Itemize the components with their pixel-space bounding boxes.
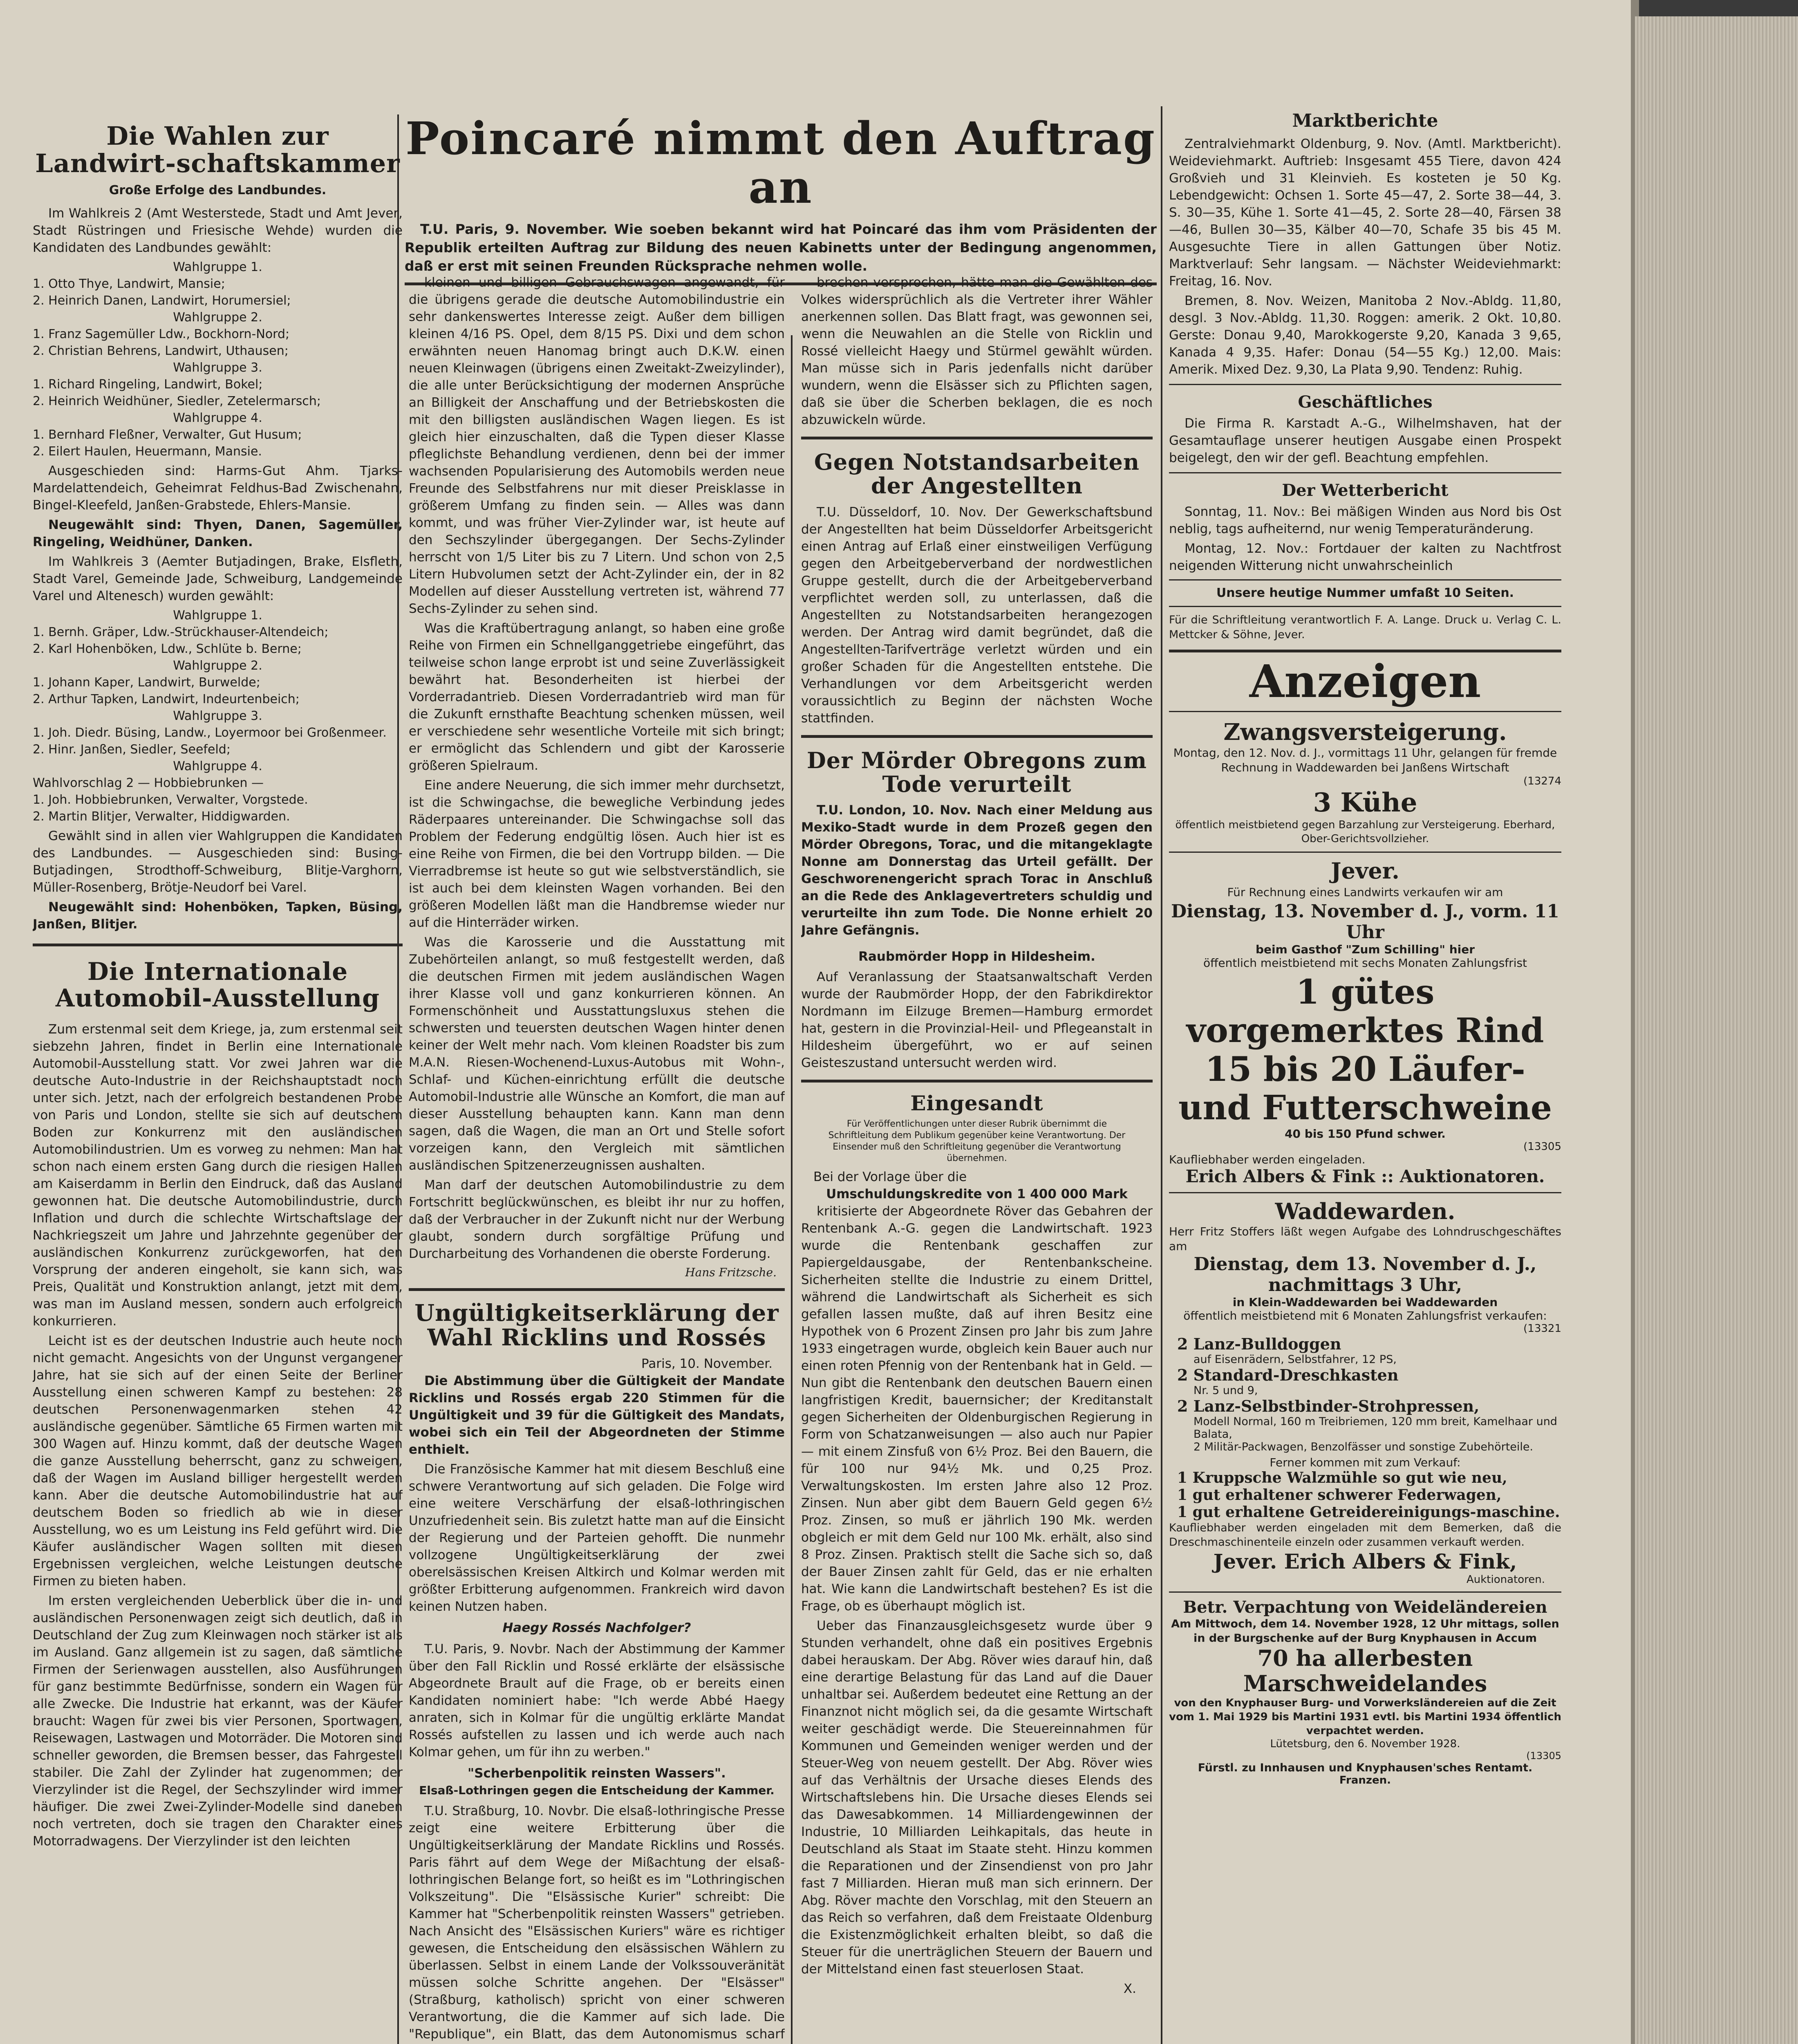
paragraph: Zentralviehmarkt Oldenburg, 9. Nov. (Amtl. Marktbericht). Weideviehmarkt. Auftrieb: Insgesamt 455 Tiere, davon 424 Großvieh und 31 Kleinvieh. Es kosteten je 50 Kg. Lebendgewicht: Ochsen 1. Sorte 45—47, 2. Sorte 38—44, 3. S. 30—35, Kühe 1. Sorte 41—45, 2. Sorte 28—40, Färsen 38—46, Bullen 30—35, Kälber 40—70, Schafe 35 bis 45 M. Ausgesuchte Tiere in allen Gattungen über Notiz. Marktverlauf: Sehr langsam. — Nächster Weideviehmarkt: Freitag, 16. Nov. bbox=[1169, 137, 1561, 289]
subheadline: Große Erfolge des Landbundes. bbox=[109, 183, 327, 197]
paragraph: T.U. Düsseldorf, 10. Nov. Der Gewerkschaftsbund der Angestellten hat beim Düsseldorfer Arbeitsgericht einen Antrag auf Erlaß einer einstweiligen Verfügung gegen den Arbeitgeberverband der nordwestlichen Gruppe gestellt, durch die der Arbeitgeberverband verpflichtet werden soll, zu unterlassen, daß die Angestellten zu Notstandsarbeiten herangezogen werden. Der Antrag wird damit begründet, daß die Angestellten-Tarifverträge verletzt würden und ein großer Schaden für die Angestellten entstehe. Die Verhandlungen vor dem Arbeitsgericht werden voraussichtlich zu Beginn der nächsten Woche stattfinden. bbox=[801, 504, 1153, 726]
section-divider bbox=[409, 1288, 785, 1291]
ad-title: Zwangsversteigerung. bbox=[1223, 719, 1507, 746]
article-body bbox=[801, 504, 1153, 727]
wahlgruppe-title: Wahlgruppe 4. bbox=[173, 759, 262, 773]
list-item: 2. Arthur Tapken, Landwirt, Indeurtenbeich; bbox=[33, 692, 300, 706]
impressum: Für die Schriftleitung verantwortlich F. A. Lange. Druck u. Verlag C. L. Mettcker & Söhne, Jever. bbox=[1169, 614, 1561, 641]
ad-item-large: 15 bis 20 Läufer- bbox=[1205, 1049, 1525, 1089]
ad-firm: Jever. Erich Albers & Fink, bbox=[1213, 1549, 1517, 1574]
column-3 bbox=[801, 274, 1153, 1997]
issue-length-note: Unsere heutige Nummer umfaßt 10 Seiten. bbox=[1216, 586, 1514, 600]
ad-text: Montag, den 12. Nov. d. J., vormittags 11 Uhr, gelangen für fremde Rechnung in Waddewarden bei Janßens Wirtschaft bbox=[1173, 746, 1557, 774]
article-body bbox=[801, 1168, 1153, 1997]
subheadline: "Scherbenpolitik reinsten Wassers". bbox=[468, 1766, 726, 1781]
list-item: 1. Joh. Hobbiebrunken, Verwalter, Vorgstede. bbox=[33, 792, 308, 807]
paragraph: Die Firma R. Karstadt A.-G., Wilhelmshaven, hat der Gesamtauflage unserer heutigen Ausgabe einen Prospekt beigelegt, den wir der gefl. Beachtung empfehlen. bbox=[1169, 416, 1561, 465]
paragraph: Im ersten vergleichenden Ueberblick über die in- und ausländischen Personenwagen zeigt sich deutlich, daß in Deutschland der Zug zum Kleinwagen noch stärker ist als im Ausland. Ganz allgemein ist zu sagen, daß sämtliche Firmen der Serienwagen ausstellen, also Ausführungen für ganz bestimmte Bedürfnisse, sondern ein Wagen für alle Zwecke. Die Industrie hat erkannt, was der Käufer braucht: Wagen für zwei bis vier Personen, Sportwagen, Reisewagen, Lastwagen und Motorräder. Die Motoren sind schneller geworden, die Bremsen besser, das Fahrgestell stabiler. Die Zahl der Zylinder hat zugenommen; der Vierzylinder ist die Regel, der Sechszylinder wird immer häufiger. Die zwei Zwei-Zylinder-Modelle sind daneben noch vertreten, doch sie tragen den Charakter eines Motorradwagens. Der Vierzylinder ist den leichten bbox=[33, 1593, 403, 1849]
list-item: 2. Heinrich Weidhüner, Siedler, Zetelermarsch; bbox=[33, 394, 321, 408]
ad-title: Betr. Verpachtung von Weideländereien bbox=[1183, 1598, 1547, 1617]
ad-signature: Franzen. bbox=[1339, 1774, 1391, 1787]
paragraph: Neugewählt sind: Hohenböken, Tapken, Büsing, Janßen, Blitjer. bbox=[33, 899, 403, 932]
paragraph: Neugewählt sind: Thyen, Danen, Sagemüller, Ringeling, Weidhüner, Danken. bbox=[33, 517, 403, 549]
ad-item-large: 70 ha allerbesten Marschweidelandes bbox=[1243, 1645, 1487, 1697]
section-title-wetter: Der Wetterbericht bbox=[1282, 481, 1449, 500]
headline-eingesandt: Eingesandt bbox=[910, 1091, 1043, 1116]
column-rule bbox=[1161, 106, 1162, 2044]
anzeigen-heading: Anzeigen bbox=[1249, 655, 1481, 708]
section-title-markt: Marktberichte bbox=[1292, 110, 1438, 131]
list-item: 1. Franz Sagemüller Ldw., Bockhorn-Nord; bbox=[33, 327, 290, 341]
section-divider bbox=[1169, 1192, 1561, 1193]
ad-location: in Klein-Waddewarden bei Waddewarden bbox=[1232, 1295, 1498, 1309]
ad-item-detail: 2 Militär-Packwagen, Benzolfässer und sonstige Zubehörteile. bbox=[1193, 1441, 1534, 1454]
ad-text: Kaufliebhaber werden eingeladen mit dem Bemerken, daß die Dreschmaschinenteile einzeln oder zusammen verkauft werden. bbox=[1169, 1522, 1561, 1549]
column-rule bbox=[791, 335, 793, 2044]
list-item: 1. Bernh. Gräper, Ldw.-Strückhauser-Altendeich; bbox=[33, 625, 329, 639]
author-signature: Hans Fritzsche. bbox=[685, 1266, 777, 1279]
ad-jever-rind bbox=[1169, 858, 1561, 1186]
section-divider bbox=[1169, 579, 1561, 580]
ad-item-large: und Futterschweine bbox=[1178, 1088, 1552, 1127]
headline-notstandsarbeiten: Gegen Notstandsarbeiten der Angestellten bbox=[814, 449, 1140, 499]
paragraph: Man darf der deutschen Automobilindustrie zu dem Fortschritt beglückwünschen, es bleibt ihr nur zu hoffen, daß der Verbraucher in der Zukunft nicht nur der Werbung glaubt, sondern durch sorgfältige Prüfung und Durcharbeitung des Vorhandenen die oberste Forderung. bbox=[409, 1178, 785, 1261]
headline-landwirtschaftskammer: Die Wahlen zur Landwirt-schaftskammer bbox=[35, 121, 400, 178]
subheadline: Bei der Vorlage über die bbox=[813, 1170, 967, 1185]
headline-automobil-ausstellung: Die Internationale Automobil-Ausstellung bbox=[55, 957, 380, 1013]
wahlgruppen-list bbox=[33, 607, 403, 825]
ad-text: von den Knyphauser Burg- und Vorwerksländereien auf die Zeit vom 1. Mai 1929 bis Martini 1931 evtl. bis Martini 1934 öffentlich verpachtet werden. bbox=[1169, 1697, 1561, 1737]
ad-location: beim Gasthof "Zum Schilling" hier bbox=[1255, 943, 1475, 956]
headline-ungueltigkeit: Ungültigkeitserklärung der Wahl Ricklins und Rossés bbox=[414, 1300, 779, 1351]
paragraph: kleinen und billigen Gebrauchswagen angewandt, für die übrigens gerade die deutsche Automobilindustrie ein sehr dankenswertes Interesse zeigt. Außer dem billigen kleinen 4/16 PS. Opel, dem 8/15 PS. Dixi und dem schon erwähnten neuen Hanomag bringt auch D.K.W. einen neuen Kleinwagen (übrigens einen Zweitakt-Zweizylinder), die alle unter Berücksichtigung der modernen Ansprüche an Billigkeit der Anschaffung und der Betriebskosten die mit den billigsten ausländischen Wagen liegen. Es ist gleich hier einzuschalten, daß die Typen dieser Klasse pfleglichste Behandlung verdienen, denn bei der immer wachsenden Popularisierung des Automobils werden neue Freunde des Selbstfahrens nur mit dieser Preisklasse in größerem Umfang zu finden sein. — Alles was dann kommt, und was früher Vier-Zylinder war, ist heute auf den Sechszylinder übergegangen. Der Sechs-Zylinder herrscht von 1/5 Liter bis zu 7 Litern. Und schon von 2,5 Litern Hubvolumen setzt der Acht-Zylinder ein, der in 82 Modellen auf dieser Ausstellung vertreten ist, während 77 Sechs-Zylinder zu sehen sind. bbox=[409, 275, 785, 616]
paragraph: Im Wahlkreis 3 (Aemter Butjadingen, Brake, Elsfleth, Stadt Varel, Gemeinde Jade, Schweiburg, Landgemeinde Varel und Altenesch) wurden gewählt: bbox=[33, 554, 403, 603]
list-item: 1. Johann Kaper, Landwirt, Burwelde; bbox=[33, 675, 260, 690]
paragraph: T.U. Straßburg, 10. Novbr. Die elsaß-lothringische Presse zeigt eine weitere Erbitterung über die Ungültigkeitserklärung der Mandate Ricklins und Rossés. Paris fährt auf dem Wege der Mißachtung der elsaß-lothringischen Belange fort, so heißt es im "Lothringischen Volkszeitung". Die "Elsässische Kurier" schreibt: Die Kammer hat "Scherbenpolitik reinsten Wassers" getrieben. Nach Ansicht des "Elsässischen Kuriers" wäre es richtiger gewesen, die Entscheidung den elsässischen Wählern zu überlassen. Selbst in einem Lande der Volkssouveränität müssen solche Schritte angehen. Der "Elsässer" (Straßburg, katholisch) spricht von einer schweren Verantwortung, die die Kammer auf sich lade. Die "Republique", ein Blatt, das dem Autonomismus scharf bbox=[409, 1803, 785, 2042]
ad-text: Am Mittwoch, dem 14. November 1928, 12 Uhr mittags, sollen in der Burgschenke auf der Burg Knyphausen in Accum bbox=[1171, 1618, 1559, 1645]
article-body bbox=[1169, 135, 1561, 378]
ad-firm-subtitle: Auktionatoren. bbox=[1466, 1573, 1545, 1586]
article-body bbox=[1169, 503, 1561, 574]
section-divider bbox=[1169, 384, 1561, 385]
column-4 bbox=[1169, 110, 1561, 1786]
ad-text: Ferner kommen mit zum Verkauf: bbox=[1270, 1456, 1461, 1470]
wahlgruppen-list bbox=[33, 259, 403, 460]
article-body bbox=[1169, 415, 1561, 466]
ad-item-list bbox=[1177, 1469, 1561, 1521]
dateline: Paris, 10. November. bbox=[641, 1356, 772, 1371]
paragraph: Leicht ist es der deutschen Industrie auch heute noch nicht gemacht. Angesichts von der Ungunst vergangener Jahre, hat sie sich auf der einen Seite der Berliner Ausstellung einen schweren Kampf zu bestehen: 28 deutschen Personenwagenmarken stehen 42 ausländische gegenüber. Sämtliche 65 Firmen warten mit 300 Wagen auf. Hinzu kommt, daß der deutsche Wagen die ganze Ausstellung beherrscht, ganz zu schweigen, daß der Wagen im Ausland billiger hergestellt werden kann. Aber die deutsche Automobilindustrie hat auf deutschem Boden so friedlich ab wie in dieser Ausstellung, wo es um Leistung ins Feld geführt wird. Die Käufer ausländischer Wagen sollten mit diesen Ergebnissen vergleichen, welche Leistungen deutsche Firmen zu bieten haben. bbox=[33, 1333, 403, 1589]
ad-firm: Fürstl. zu Innhausen und Knyphausen'sches Rentamt. bbox=[1198, 1762, 1533, 1775]
list-item: 1. Richard Ringeling, Landwirt, Bokel; bbox=[33, 377, 263, 392]
ad-date: Dienstag, 13. November d. J., vorm. 11 Uhr bbox=[1171, 901, 1559, 943]
article-body bbox=[33, 205, 403, 256]
headline-poincare: Poincaré nimmt den Auftrag an bbox=[405, 114, 1156, 213]
column-1 bbox=[33, 119, 403, 1852]
list-item: 1. Otto Thye, Landwirt, Mansie; bbox=[33, 276, 225, 291]
ad-item: 2 Lanz-Selbstbinder-Strohpressen, bbox=[1177, 1397, 1480, 1416]
section-divider bbox=[801, 735, 1153, 738]
section-divider bbox=[1169, 472, 1561, 473]
paragraph: Gewählt sind in allen vier Wahlgruppen die Kandidaten des Landbundes. — Ausgeschieden sind: Busing-Butjadingen, Strodthoff-Schweiburg, Blitje-Varghorn, Müller-Rosenberg, Brötje-Neudorf bei Varel. bbox=[33, 828, 403, 895]
article-body bbox=[801, 802, 1153, 1071]
ad-time: nachmittags 3 Uhr, bbox=[1268, 1275, 1462, 1296]
ad-text: Herr Fritz Stoffers läßt wegen Aufgabe des Lohndruschgeschäftes am bbox=[1169, 1225, 1561, 1253]
ad-item: 1 gut erhaltener schwerer Federwagen, bbox=[1177, 1486, 1502, 1504]
article-body bbox=[409, 274, 785, 1262]
list-item: 2. Martin Blitjer, Verwalter, Hiddigwarden. bbox=[33, 809, 290, 824]
ad-text: öffentlich meistbietend mit sechs Monaten Zahlungsfrist bbox=[1203, 956, 1527, 970]
list-item: Wahlvorschlag 2 — Hobbiebrunken — bbox=[33, 775, 264, 790]
paragraph: Ausgeschieden sind: Harms-Gut Ahm. Tjarks-Mardelattendeich, Geheimrat Feldhus-Bad Zwischenahn, Bingel-Kleefeld, Janßen-Grabstede, Ehlers-Mansie. bbox=[33, 463, 403, 513]
article-body bbox=[33, 462, 403, 605]
wahlgruppe-title: Wahlgruppe 4. bbox=[173, 410, 262, 425]
paragraph: Was die Kraftübertragung anlangt, so haben eine große Reihe von Firmen ein Schnellganggetriebe eingeführt, das teilweise schon lange erprobt ist und seine Zuverlässigkeit bewährt hat. Besonderheiten ist hierbei der Vorderradantrieb. Diesen Vorderradantrieb wird man für die Zukunft ernsthafte Beachtung schenken müssen, weil er verschiedene sehr wesentliche Vorteile mit sich bringt; er ermöglicht das Schlendern und gibt der Karosserie größeren Spielraum. bbox=[409, 621, 785, 773]
paragraph: Was die Karosserie und die Ausstattung mit Zubehörteilen anlangt, so muß festgestellt werden, daß die deutschen Firmen mit jedem ausländischen Wagen ihrer Klasse voll und ganz konkurrieren können. An Formenschönheit und Ausstattungsluxus stehen die schwersten und teuersten deutschen Wagen hinter denen keiner der Welt mehr nach. Vom kleinen Roadster bis zum M.A.N. Riesen-Wochenend-Luxus-Autobus mit Wohn-, Schlaf- und Küchen-einrichtung erfüllt die deutsche Automobil-Industrie alle Wünsche an Komfort, die man auf dieser Ausstellung behaupten kann. Kann man denn sagen, daß die Wagen, die man an Ort und Stelle sofort vorzeigen kann, den Vergleich mit sämtlichen ausländischen Spitzenerzeugnissen aushalten. bbox=[409, 935, 785, 1173]
list-item: 1. Bernhard Fleßner, Verwalter, Gut Husum; bbox=[33, 427, 302, 442]
wahlgruppe-title: Wahlgruppe 3. bbox=[173, 708, 262, 723]
article-body bbox=[33, 827, 403, 933]
article-body bbox=[801, 274, 1153, 428]
list-item: 2. Karl Hohenböken, Ldw., Schlüte b. Berne; bbox=[33, 641, 302, 656]
ad-item-list bbox=[1177, 1335, 1561, 1453]
ad-code: (13305 bbox=[1523, 1141, 1561, 1153]
ad-firm: Erich Albers & Fink :: Auktionatoren. bbox=[1185, 1166, 1545, 1187]
section-divider bbox=[1169, 711, 1561, 712]
paragraph: Die Französische Kammer hat mit diesem Beschluß eine schwere Verantwortung auf sich geladen. Die Folge wird eine weitere Verschärfung der elsaß-lothringischen Unzufriedenheit sein. Bis zuletzt hatte man auf die Einsicht der Regierung und der Parteien gehofft. Die nunmehr vollzogene Ungültigkeitserklärung der zwei oberelsässischen Kreisen Altkirch und Kolmar werden mit größter Erbitterung aufgenommen. Frankreich wird davon keinen Nutzen haben. bbox=[409, 1461, 785, 1614]
subheadline: Umschuldungskredite von 1 400 000 Mark bbox=[826, 1187, 1128, 1202]
subheadline: Raubmörder Hopp in Hildesheim. bbox=[858, 949, 1095, 964]
ad-date: Lütetsburg, den 6. November 1928. bbox=[1270, 1738, 1460, 1750]
ad-item: 2 Lanz-Bulldoggen bbox=[1177, 1335, 1341, 1354]
section-divider bbox=[33, 944, 403, 946]
ad-text: öffentlich meistbietend mit 6 Monaten Zahlungsfrist verkaufen: bbox=[1183, 1309, 1547, 1323]
ad-item-detail: Modell Normal, 160 m Treibriemen, 120 mm breit, Kamelhaar und Balata, bbox=[1193, 1415, 1557, 1441]
list-item: 2. Christian Behrens, Landwirt, Uthausen; bbox=[33, 343, 289, 358]
paragraph: Im Wahlkreis 2 (Amt Westerstede, Stadt und Amt Jever, Stadt Rüstringen und Friesische Wehde) wurden die Kandidaten des Landbundes gewählt: bbox=[33, 206, 403, 255]
paragraph: Ueber das Finanzausgleichsgesetz wurde über 9 Stunden verhandelt, ohne daß ein positives Ergebnis dabei herauskam. Der Abg. Röver wies darauf hin, daß eine derartige Belastung für das Land auf die Dauer unhaltbar sei. Außerdem bedeutet eine Rettung an der Finanznot nicht möglich sei, da die gesamte Wirtschaft weiter geschädigt werde. Die Steuereinnahmen für Kommunen und Gemeinden weniger werden und der Steuer-Weg von neuem gestellt. Der Abg. Röver wies auf das Verhältnis der Ursache dieses Elends des Wirtschaftslebens hin. Die Ursache dieses Elends sei das Dawesabkommen. 14 Milliardengewinnen der Industrie, 10 Milliarden Leihkapitals, das heute in Deutschland als Staat im Staate steht. Hinzu kommen die Reparationen und der Zinsendienst von pro Jahr fast 7 Milliarden. Hieran muß man sich erinnern. Der Abg. Röver machte den Vorschlag, mit den Steuern an das Reich so verfahren, daß dem Freistaate Oldenburg die Existenzmöglichkeit erhalten bleibt, so daß die Steuer für die unerträglichen Steuern der Bauern und der Mittelstand einen fast steuerlosen Staat. bbox=[801, 1618, 1153, 1977]
subheadline: Elsaß-Lothringen gegen die Entscheidung der Kammer. bbox=[419, 1783, 775, 1797]
ad-item: 1 gut erhaltene Getreidereinigungs-maschine. bbox=[1177, 1504, 1560, 1521]
paragraph: T.U. Paris, 9. November. Wie soeben bekannt wird hat Poincaré das ihm vom Präsidenten der Republik erteilten Auftrag zur Bildung des neuen Kabinetts unter der Bedingung angenommen, daß er erst mit seinen Freunden Rücksprache nehmen wolle. bbox=[405, 221, 1157, 274]
list-item: 2. Heinrich Danen, Landwirt, Horumersiel; bbox=[33, 293, 291, 308]
top-story bbox=[405, 114, 1157, 285]
column-2 bbox=[409, 274, 785, 2044]
ad-verpachtung bbox=[1169, 1598, 1561, 1786]
book-page-edges bbox=[1635, 16, 1798, 2044]
ad-item-detail: auf Eisenrädern, Selbstfahrer, 12 PS, bbox=[1193, 1353, 1397, 1366]
section-divider bbox=[1169, 606, 1561, 607]
ad-date: Dienstag, dem 13. November d. J., bbox=[1193, 1254, 1537, 1275]
paragraph: T.U. Paris, 9. Novbr. Nach der Abstimmung der Kammer über den Fall Ricklin und Rossé erklärte der elsässische Abgeordnete Brault auf die Frage, ob er bereits einen Kandidaten nominiert habe: "Ich werde Abbé Haegy anraten, sich in Kolmar für die ungültig erklärte Mandat Rossés aufstellen zu lassen und ich werde auch nach Kolmar gehen, um für ihn zu werben." bbox=[409, 1641, 785, 1759]
ad-item-large: 1 gütes vorgemerktes Rind bbox=[1186, 973, 1544, 1051]
section-divider bbox=[1169, 1591, 1561, 1593]
wahlgruppe-title: Wahlgruppe 2. bbox=[173, 658, 262, 673]
ad-place: Waddewarden. bbox=[1275, 1198, 1455, 1225]
wahlgruppe-title: Wahlgruppe 1. bbox=[173, 260, 262, 274]
wahlgruppe-title: Wahlgruppe 1. bbox=[173, 608, 262, 623]
article-body bbox=[33, 1021, 403, 1850]
ad-note: Kaufliebhaber werden eingeladen. bbox=[1169, 1153, 1366, 1167]
list-item: 1. Joh. Diedr. Büsing, Landw., Loyermoor bei Großenmeer. bbox=[33, 725, 387, 740]
wahlgruppe-title: Wahlgruppe 3. bbox=[173, 360, 262, 375]
section-divider bbox=[801, 1080, 1153, 1083]
headline-obregon: Der Mörder Obregons zum Tode verurteilt bbox=[807, 747, 1147, 797]
ad-item: 1 Kruppsche Walzmühle so gut wie neu, bbox=[1177, 1469, 1507, 1487]
paragraph: Auf Veranlassung der Staatsanwaltschaft Verden wurde der Raubmörder Hopp, der den Fabrikdirektor Nordmann im Eilzuge Bremen—Hamburg ermordet hat, gestern in die Provinzial-Heil- und Pflegeanstalt in Hildesheim übergeführt, wo er auf seinen Geisteszustand untersucht werden wird. bbox=[801, 970, 1153, 1071]
paragraph: Montag, 12. Nov.: Fortdauer der kalten zu Nachtfrost neigenden Witterung nicht unwahrscheinlich bbox=[1169, 541, 1561, 573]
ad-code: (13321 bbox=[1523, 1322, 1561, 1335]
ad-code: (13305 bbox=[1526, 1750, 1561, 1762]
ad-place: Jever. bbox=[1331, 858, 1399, 884]
section-divider bbox=[801, 437, 1153, 439]
ad-code: (13274 bbox=[1523, 775, 1561, 787]
paragraph: Zum erstenmal seit dem Kriege, ja, zum erstenmal seit siebzehn Jahren, findet in Berlin eine Internationale Automobil-Ausstellung statt. Vor zwei Jahren war die deutsche Auto-Industrie in der Reichshauptstadt noch unter sich. Jetzt, nach der erfolgreich bestandenen Probe von Paris und London, stellte sie sich auf deutschem Boden zur Konkurrenz mit den ausländischen Automobilindustrien. Um es vorweg zu nehmen: Man hat schon nach einem ersten Gang durch die riesigen Hallen am Kaiserdamm in Berlin den Eindruck, daß das Ausland gewonnen hat. Die deutsche Automobilindustrie, durch Inflation und durch die schlechte Wirtschaftslage der Nachkriegszeit um Jahre und Jahrzehnte gegenüber der ausländischen Konkurrenz zurückgeworfen, hat den Vorsprung der anderen eingeholt, sie kann sich, was Preis, Qualität und Konstruktion anlangt, jetzt mit dem, was man im Ausland messen, sondern auch erfolgreich konkurrieren. bbox=[33, 1022, 403, 1329]
ad-weight: 40 bis 150 Pfund schwer. bbox=[1285, 1127, 1446, 1141]
paragraph: brechen versprochen, hätte man die Gewählten des Volkes widersprüchlich als die Vertreter ihrer Wähler anerkennen sollen. Das Blatt fragt, was gewonnen sei, wenn die Neuwahlen an die Stelle von Ricklin und Rossé vielleicht Haegy und Stürmel gewählt würden. Man müsse sich in Paris jedenfalls nicht darüber wundern, wenn die Elsässer sich zu Pflichten sagen, daß sie über die Scherben beklagen, die es noch abzuwickeln würde. bbox=[801, 275, 1153, 427]
article-body bbox=[409, 1355, 785, 2044]
wahlgruppe-title: Wahlgruppe 2. bbox=[173, 310, 262, 325]
ad-item: 3 Kühe bbox=[1313, 787, 1417, 818]
list-item: 2. Hinr. Janßen, Siedler, Seefeld; bbox=[33, 742, 231, 757]
paragraph: Sonntag, 11. Nov.: Bei mäßigen Winden aus Nord bis Ost neblig, tags aufheiternd, nur wenig Temperaturänderung. bbox=[1169, 504, 1561, 536]
ad-waddewarden bbox=[1169, 1198, 1561, 1586]
section-title-geschaeftliches: Geschäftliches bbox=[1298, 392, 1433, 412]
list-item: 2. Eilert Haulen, Heuermann, Mansie. bbox=[33, 444, 262, 459]
section-divider bbox=[1169, 650, 1561, 652]
ad-text: öffentlich meistbietend gegen Barzahlung zur Versteigerung. Eberhard, Ober-Gerichtsvollzieher. bbox=[1175, 819, 1555, 845]
paragraph: Bremen, 8. Nov. Weizen, Manitoba 2 Nov.-Abldg. 11,80, desgl. 3 Nov.-Abldg. 11,30. Roggen: amerik. 2 Okt. 10,80. Gerste: Donau 9,40, Marokkogerste 9,20, Kanada 3 9,65, Kanada 4 9,35. Hafer: Donau (54—55 Kg.) 12,00. Mais: Amerik. Mixed Dez. 9,30, La Plata 9,90. Tendenz: Ruhig. bbox=[1169, 294, 1561, 377]
ad-item: 2 Standard-Dreschkasten bbox=[1177, 1366, 1399, 1385]
paragraph: Die Abstimmung über die Gültigkeit der Mandate Ricklins und Rossés ergab 220 Stimmen für die Ungültigkeit und 39 für die Gültigkeit des Mandats, wobei sich ein Teil der Abgeordneten der Stimme enthielt. bbox=[409, 1373, 785, 1457]
article-body bbox=[405, 220, 1157, 275]
paragraph: T.U. London, 10. Nov. Nach einer Meldung aus Mexiko-Stadt wurde in dem Prozeß gegen den Mörder Obregons, Torac, und die mitangeklagte Nonne am Donnerstag das Urteil gefällt. Der Geschworenengericht sprach Torac in Anschluß an die Rede des Anklagevertreters schuldig und verurteilte ihn zum Tode. Die Nonne erhielt 20 Jahre Gefängnis. bbox=[801, 803, 1153, 938]
subheadline: Haegy Rossés Nachfolger? bbox=[502, 1620, 691, 1635]
section-divider bbox=[1169, 852, 1561, 853]
ad-zwangsversteigerung bbox=[1169, 719, 1561, 846]
ad-item-detail: Nr. 5 und 9, bbox=[1193, 1384, 1258, 1397]
disclaimer: Für Veröffentlichungen unter dieser Rubrik übernimmt die Schriftleitung dem Publikum gegenüber keine Verantwortung. Der Einsender muß den Schriftleitung gegenüber die Verantwortung übernehmen. bbox=[828, 1119, 1126, 1164]
ad-text: Für Rechnung eines Landwirts verkaufen wir am bbox=[1227, 885, 1503, 899]
paragraph: Eine andere Neuerung, die sich immer mehr durchsetzt, ist die Schwingachse, die bewegliche Verbindung jedes Räderpaares untereinander. Die Schwingachse soll das Problem der Federung endgültig lösen. Auch hier ist es eine Reihe von Firmen, die bei den Vortrupp bilden. — Die Vierradbremse ist heute so gut wie selbstverständlich, sie ist auch bei dem kleinsten Wagen vorhanden. Bei den größeren Modellen läßt man die Handbremse wieder nur auf die Hinterräder wirken. bbox=[409, 778, 785, 930]
author-signature: X. bbox=[1123, 1981, 1136, 1997]
paragraph: kritisierte der Abgeordnete Röver das Gebahren der Rentenbank A.-G. gegen die Landwirtschaft. 1923 wurde die Rentenbank geschaffen zur Papiergeldausgabe, der Rentenbankscheine. Sicherheiten stellte die Industrie zu einem Drittel, während die Landwirtschaft als Sicherheit es sich gefallen lassen mußte, daß auf ihren Besitz eine Hypothek von 6 Prozent Zinsen pro Jahr bis zum Jahre 1933 eingetragen wurde, obgleich kein Bauer auch nur einen roten Pfennig von der Rentenbank hat in Geld. — Nun gibt die Rentenbank den deutschen Bauern einen langfristigen Kredit, bauernsicher; der Kreditanstalt gegen Sicherheiten der Oldenburgischen Regierung in Form von Schatzanweisungen — also auch nur Papier — mit einem Zinsfuß von 6½ Proz. Bei den Bauern, die für 100 nur 94½ Mk. und 0,25 Proz. Verwaltungskosten. Im ersten Jahre also 12 Proz. Zinsen. Nun aber gibt dem Bauern Geld gegen 6½ Proz. Zinsen, so muß er jährlich 190 Mk. werden obgleich er mit dem Geld nur 100 Mk. erhält, also sind 8 Proz. Zinsen. Praktisch stellt die Sache sich so, daß der Bauer Zinsen zahlt für Geld, das er nie erhalten hat. Wie kann die Landwirtschaft bestehen? Es ist die Frage, ob es überhaupt möglich ist. bbox=[801, 1204, 1153, 1614]
